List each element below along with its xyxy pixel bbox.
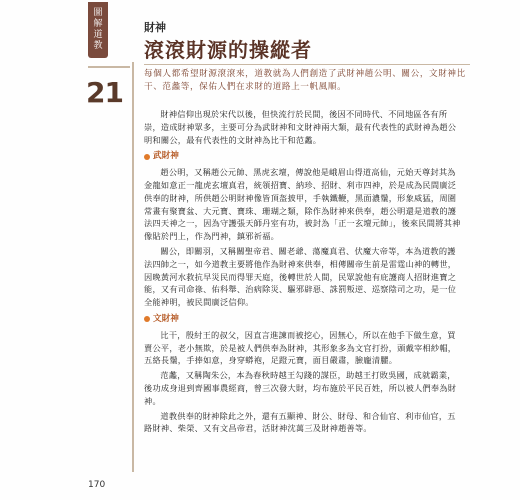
body-text [144, 108, 464, 437]
page-title: 滾滾財源的操縱者 [144, 38, 312, 62]
paragraph: 關公，即關羽，又稱關聖帝君、關老爺、蕩魔真君、伏魔大帝等，本為道教的護法四帥之一，如今道教主要將他作為財神來供奉，相傳關帝生前是雷霆山神的轉世，因晚黃河水救抗早災民而得罪天庭，後轉世於人間，民眾說他有庇護商人招財進寶之能，又有司命祿、佑科舉、治病除災、驅邪辟惡、誅罰叛逆、巡察陰司之功，是一位全能神明，被民間廣泛信仰。 [144, 245, 457, 308]
paragraph: 財神信仰出現於宋代以後，但快流行於民間，後因不同時代、不同地區各有所崇，造成財神眾多，主要可分為武財神和文財神兩大類，最有代表性的武財神為趙公明和關公，最有代表性的文財神為比干和范蠡。 [144, 109, 457, 145]
paragraph: 比干，殷紂王的叔父，因直言進諫而被挖心，因無心，所以在他手下做生意，買賣公平，老小無欺，於是被人們供奉為財神，其形象多為文官打扮，頭戴宰相紗帽，五絡長鬚，手捧如意，身穿蟒袍，足蹬元寶，面目嚴肅，臉龐清臞。 [144, 329, 457, 366]
intro-summary: 每個人都希望財源滾滾來，道教就為人們創造了武財神趙公明、關公，文財神比干、范蠡等，保佑人們在求財的道路上一帆風順。 [144, 69, 466, 92]
category-label: 財神 [144, 21, 166, 34]
section-heading-martial [144, 150, 464, 163]
paragraph: 趙公明，又稱趙公元帥、黑虎玄壇，傳說他是峨眉山得道高仙，元始天尊封其為金龍如意正一龍虎玄壇真君，統領招寶、納珍、招財、利市四神，於是成為民間廣泛供奉的財神，所供趙公明財神像皆頂盔披甲，手執鐵鞭，黑面濃鬚，形象威猛，周圍常畫有聚寶盆、大元寶、寶珠、珊瑚之類，除作為財神來供奉，趙公明還是道教的護法四天神之一，因為守護張天師丹室有功，被封為「正一玄壇元帥」，後來民間將其神像貼於門上，作為門神，鎮邪祈福。 [144, 167, 461, 242]
page-number: 170 [88, 480, 106, 490]
side-tab-char: 圖 [93, 8, 103, 18]
paragraph: 道教供奉的財神除此之外，還有五顯神、財公、財母、和合仙官、利市仙官，五路財神、柴榮、又有文昌帝君，活財神沈萬三及財神趙善等。 [144, 410, 456, 434]
section-heading-text: 文財神 [153, 313, 179, 324]
bullet-icon [144, 316, 150, 322]
side-tab-char: 解 [93, 19, 103, 29]
side-tab-char: 教 [93, 41, 103, 51]
section-heading-text: 武財神 [153, 151, 179, 162]
title-rule [144, 64, 470, 65]
chapter-divider [88, 66, 130, 68]
paragraph: 范蠡，又稱陶朱公，本為春秋時越王勾踐的謀臣，助越王打敗吳國，成就霸業，後功成身退到齊國事農經商，曾三次發大財，均布施於平民百姓，所以被人們奉為財神。 [144, 370, 457, 406]
margin-rule [132, 62, 134, 472]
chapter-number: 21 [86, 76, 123, 109]
section-heading-civil [144, 313, 464, 326]
bullet-icon [144, 154, 150, 160]
side-tab-char: 道 [93, 30, 103, 40]
side-tab [88, 2, 108, 58]
